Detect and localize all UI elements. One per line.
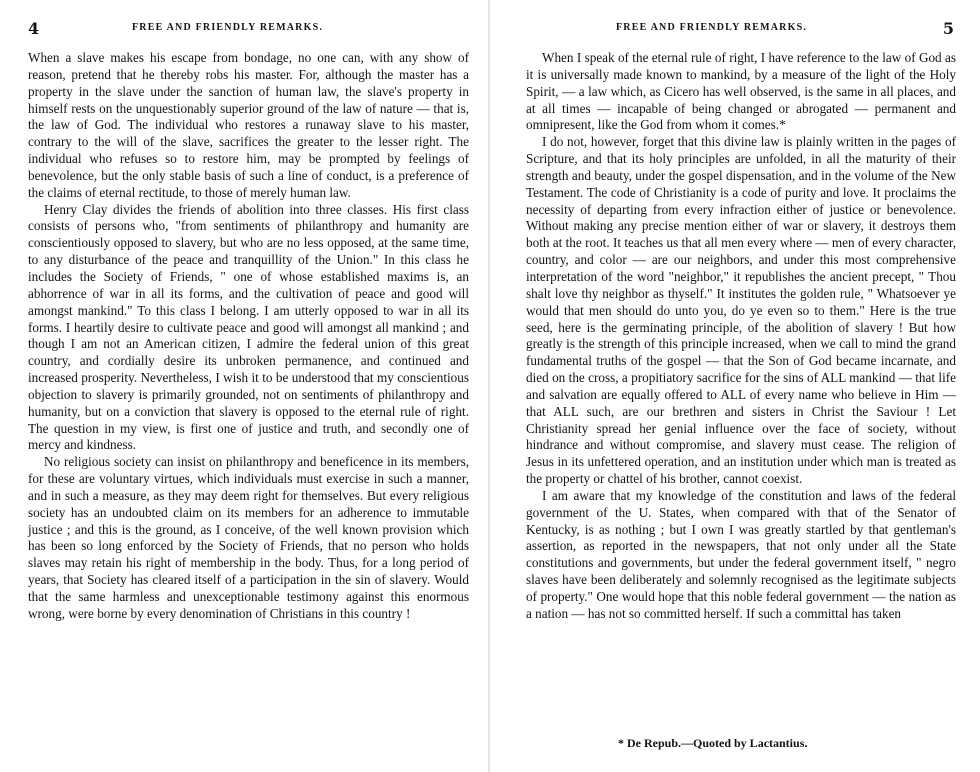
left-page-number: 4 (28, 19, 40, 38)
right-page (490, 0, 980, 772)
left-page-body (28, 50, 469, 623)
footnote: * De Repub.—Quoted by Lactantius. (618, 736, 808, 750)
right-page-header (498, 19, 954, 42)
left-running-title: FREE AND FRIENDLY REMARKS. (132, 22, 324, 33)
left-paragraph-3: No religious society can insist on philanthropy and beneficence in its members, for these are voluntary virtues, which individuals must exercise in such a manner, and in such a measure, as they may deem right for themselves. But every religious society has an undoubted claim on its members for an adherence to immutable justice ; and this is the ground, as I conceive, of the well known provision which has been so long enforced by the Society of Friends, that no person who holds slaves may retain his right of membership in the body. Thus, for a long period of years, that Society has cleared itself of a participation in the sin of slavery. Would that the same harmless and unexceptionable testimony against this enormous wrong, were borne by every denomination of Christians in this country ! (28, 454, 469, 621)
left-paragraph-2: Henry Clay divides the friends of abolition into three classes. His first class consists of persons who, "from sentiments of philanthropy and humanity are conscientiously opposed to slavery, but who are no less opposed, at the same time, to any disturbance of the peace and tranquillity of the Union." In this class he includes the Society of Friends, " one of whose established maxims is, an abhorrence of war in all its forms, and the cultivation of peace and good will amongst mankind." To this class I belong. I am utterly opposed to war in all its forms. I heartily desire to cultivate peace and good will amongst all mankind ; and though I am not an American citizen, I admire the federal union of this great country, and cordially desire its unbroken permanence, and continued and increased prosperity. Nevertheless, I wish it to be understood that my conscientious objection to slavery is primarily grounded, not on sentiments of philanthropy and humanity, but on a conviction that slavery is opposed to the eternal rule of right. The question in my view, is first one of justice and truth, and secondly one of mercy and kindness. (28, 201, 469, 453)
right-page-number: 5 (942, 19, 954, 38)
left-page-header (28, 19, 464, 42)
right-paragraph-2: I do not, however, forget that this divine law is plainly written in the pages of Scripture, and that its holy principles are unfolded, in all the maturity of their strength and beauty, under the gospel dispensation, and in the volume of the New Testament. The code of Christianity is a code of purity and love. It proclaims the necessity of departing from every infraction either of justice or benevolence. Without making any precise mention either of war or slavery, it destroys them both at the root. It teaches us that all men every where — men of every character, country, and color — are our neighbors, and under this most comprehensive interpretation of the word "neighbor," it republishes the ancient precept, " Thou shalt love thy neighbor as thyself." It institutes the golden rule, " Whatsoever ye would that men should do unto you, do ye even so to them." Here is the true seed, here is the germinating principle, of the abolition of slavery ! But how greatly is the strength of this principle increased, when we call to mind the grand fundamental truths of the gospel — that the Son of God became incarnate, and died on the cross, a propitiatory sacrifice for the sins of ALL mankind — that life and salvation are equally offered to ALL of every name who believe in Him — that ALL such, are our brethren and sisters in Christ the Saviour ! Let Christianity spread her genial influence over the face of society, without hindrance and without compromise, and slavery must cease. The religion of Jesus in its unfettered operation, and an institution under which man is treated as the property or chattel of his brother, cannot coexist. (526, 134, 956, 487)
right-paragraph-3: I am aware that my knowledge of the constitution and laws of the federal government of the U. States, when compared with that of the Senator of Kentucky, is as nothing ; but I own I was greatly startled by that gentleman's assertion, as reported in the newspapers, that not only under all the State constitutions and governments, but under the federal government itself, " negro slaves have been deliberately and solemnly recognised as the legitimate subjects of property." One would hope that this noble federal government — the nation as a nation — has not so committed herself. If such a committal has taken (526, 487, 956, 621)
right-running-title: FREE AND FRIENDLY REMARKS. (616, 22, 808, 33)
left-paragraph-1: When a slave makes his escape from bondage, no one can, with any show of reason, pretend that he thereby robs his master. For, although the master has a property in the slave under the sanction of human law, the slave's property in himself rests on the unquestionably superior ground of the law of nature — that is, the law of God. The individual who restores a runaway slave to his master, contrary to the will of the slave, sacrifices the greater to the lesser right. The individual who refuses so to restore him, may be prompted by feelings of benevolence, but the only stable basis of such a line of conduct, is a preference of the claims of eternal rectitude, to those of merely human law. (28, 50, 469, 200)
right-paragraph-1: When I speak of the eternal rule of right, I have reference to the law of God as it is universally made known to mankind, by a measure of the light of the Holy Spirit, — a law which, as Cicero has well observed, is the same in all places, and at all times — incapable of being changed or abrogated — permanent and omnipresent, like the God from whom it comes.* (526, 50, 956, 133)
right-page-body (526, 50, 956, 623)
